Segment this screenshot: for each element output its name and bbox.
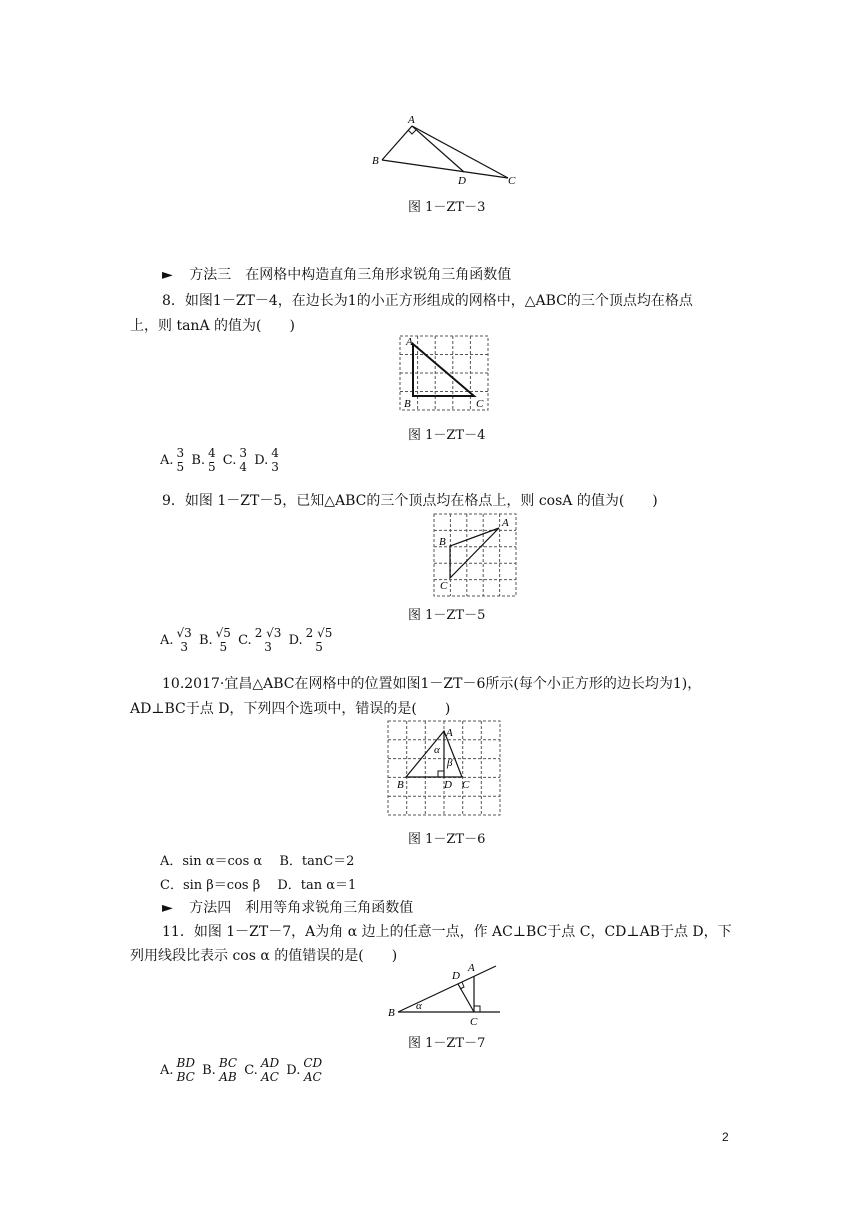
figure-1-zt-6-grid (386, 719, 502, 817)
svg-text:A: A (502, 517, 509, 529)
option-a[interactable]: A. BD BC (160, 1056, 195, 1084)
point-c-label: C (508, 175, 516, 187)
question-10-line-1: 10.2017·宜昌△ABC在网格中的位置如图1－ZT－6所示(每个小正方形的边长均为1)， (162, 676, 702, 692)
svg-text:α: α (416, 1000, 422, 1012)
figure-caption: 图 1－ZT－6 (408, 832, 486, 847)
figure-caption: 图 1－ZT－5 (408, 608, 486, 623)
option-d[interactable]: D. CD AC (286, 1056, 323, 1084)
point-b-label: B (372, 155, 379, 167)
question-10-options-row-1[interactable]: A．sin α＝cos α B．tanC＝2 (160, 854, 355, 869)
option-a[interactable]: A. √3 3 (160, 626, 192, 654)
question-11-options (160, 1056, 325, 1084)
svg-text:A: A (446, 727, 453, 739)
option-c[interactable]: C. 3 4 (222, 446, 248, 474)
figure-1-zt-4-grid (398, 334, 492, 414)
option-c[interactable]: C. 2 √3 3 (238, 626, 282, 654)
question-10-options-row-2[interactable]: C．sin β＝cos β D．tan α＝1 (160, 878, 357, 893)
question-10-line-2: AD⊥BC于点 D，下列四个选项中，错误的是( ) (130, 701, 451, 717)
question-8-line-2: 上，则 tanA 的值为( ) (130, 318, 295, 334)
option-d[interactable]: D. 2 √5 5 (288, 626, 333, 654)
question-9-line-1: 9．如图 1－ZT－5，已知△ABC的三个顶点均在格点上，则 cosA 的值为( ) (162, 493, 658, 509)
question-9-options (160, 626, 335, 654)
svg-text:A: A (468, 962, 475, 974)
figure-1-zt-5-grid (432, 512, 520, 598)
svg-text:C: C (462, 779, 470, 791)
question-11-line-2: 列用线段比表示 cos α 的值错误的是( ) (130, 948, 398, 964)
arrow-icon: ► (162, 900, 173, 916)
option-d[interactable]: D. 4 3 (254, 446, 279, 474)
method-four-heading: ► 方法四 利用等角求锐角三角函数值 (162, 900, 414, 916)
beta-label: β (447, 757, 453, 769)
option-c[interactable]: C. AD AC (244, 1056, 280, 1084)
figure-1-zt-3 (368, 112, 524, 188)
svg-text:D: D (452, 970, 460, 982)
arrow-icon: ► (162, 267, 173, 283)
svg-text:B: B (404, 398, 411, 410)
figure-caption: 图 1－ZT－4 (408, 428, 486, 443)
question-8-options (160, 446, 282, 474)
svg-text:C: C (476, 398, 484, 410)
svg-text:B: B (397, 779, 404, 791)
svg-text:D: D (444, 779, 452, 791)
svg-text:B: B (439, 536, 446, 548)
figure-caption: 图 1－ZT－3 (408, 200, 486, 215)
svg-text:C: C (440, 580, 448, 592)
question-11-line-1: 11．如图 1－ZT－7，A为角 α 边上的任意一点，作 AC⊥BC于点 C，CD⊥AB于点 D，下 (162, 924, 732, 940)
svg-text:B: B (388, 1007, 395, 1019)
option-b[interactable]: B. BC AB (202, 1056, 238, 1084)
point-d-label: D (458, 175, 466, 187)
option-b[interactable]: B. 4 5 (191, 446, 216, 474)
svg-text:C: C (470, 1016, 478, 1028)
figure-caption: 图 1－ZT－7 (408, 1036, 486, 1051)
method-three-heading: ► 方法三 在网格中构造直角三角形求锐角三角函数值 (162, 267, 512, 283)
svg-text:A: A (406, 336, 413, 348)
figure-1-zt-7 (386, 958, 504, 1028)
option-a[interactable]: A. 3 5 (160, 446, 185, 474)
page-number: 2 (722, 1130, 729, 1144)
option-b[interactable]: B. √5 5 (198, 626, 231, 654)
point-a-label: A (408, 114, 415, 126)
question-8-line-1: 8．如图1－ZT－4，在边长为1的小正方形组成的网格中，△ABC的三个顶点均在格点 (162, 293, 693, 309)
alpha-label: α (434, 744, 440, 756)
